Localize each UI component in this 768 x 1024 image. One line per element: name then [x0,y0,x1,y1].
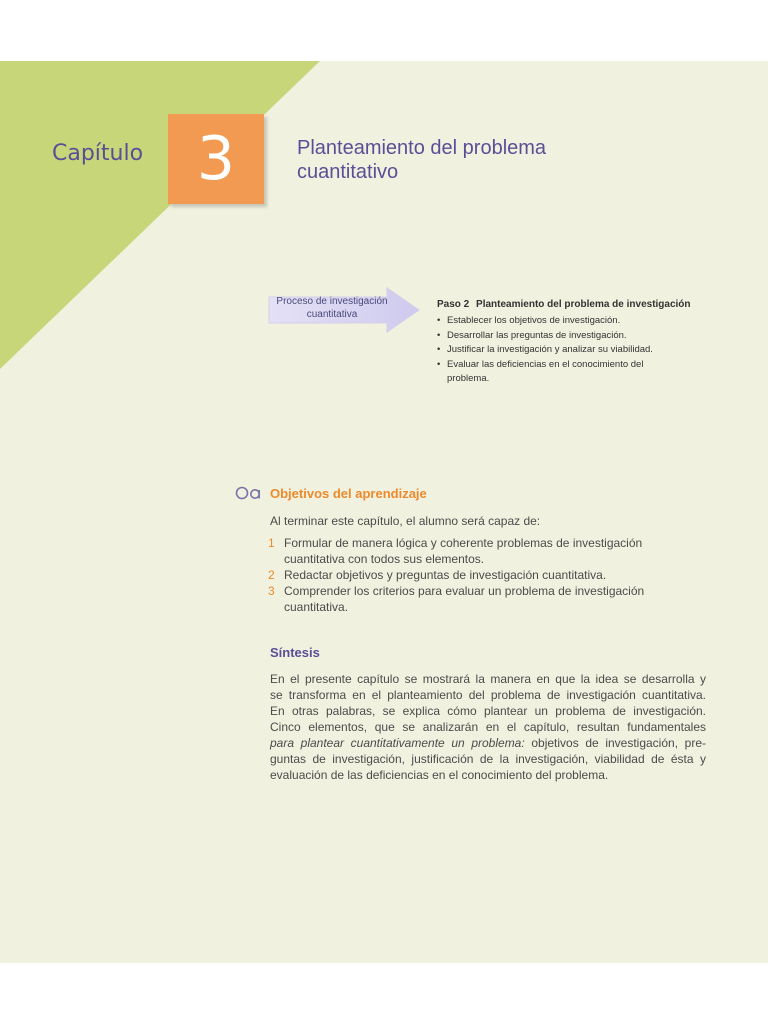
step-item: • Justificar la investigación y analizar su viabilidad. [437,343,717,358]
chapter-title [297,136,697,184]
objective-text: Redactar objetivos y preguntas de investigación cuantitativa. [284,568,607,582]
arrow-label-line2: cuantitativa [306,309,358,320]
chapter-page [0,61,768,963]
arrow-label [267,295,397,321]
chapter-label: Capítulo [52,141,144,166]
chapter-number-box: 3 [168,114,264,204]
synthesis-line: En el presente capítulo se mostrará la manera en que la idea se desarrolla y [270,672,706,686]
objective-text: Formular de manera lógica y coherente problemas de investigación cuantitativa con todos sus elementos. [284,536,643,566]
step-item: • Establecer los objetivos de investigación. [437,314,717,329]
objective-text: Comprender los criterios para evaluar un problema de investigación cuantitativa. [284,584,645,614]
synthesis-line: se transforma en el planteamiento del problema de investigación cuantitativa. [270,688,706,702]
synthesis-heading: Síntesis [270,645,320,660]
chapter-title-line1: Planteamiento del problema [297,137,547,159]
synthesis-line [270,735,706,751]
objective-number: 3 [268,584,275,598]
objective-item [268,583,688,615]
objectives-heading: Objetivos del aprendizaje [270,486,427,501]
chapter-title-line2: cuantitativo [297,161,399,183]
objectives-list [268,535,688,615]
synthesis-body [270,671,706,783]
objective-number: 1 [268,536,275,550]
process-arrow [267,287,425,333]
step-item: • Desarrollar las preguntas de investigación. [437,329,717,344]
arrow-label-line1: Proceso de investigación [276,296,388,307]
synthesis-emphasis: para plantear cuantitativamente un problema: [270,736,525,750]
step-label: Paso 2 [437,299,470,310]
objective-item [268,535,688,567]
objective-number: 2 [268,568,275,582]
synthesis-line: En otras palabras, se explica cómo plantear un problema de investigación. [270,704,706,718]
synthesis-line: guntas de investigación, justificación de la investigación, viabilidad de ésta y [270,752,706,766]
step-box [437,299,717,387]
objectives-icon [235,486,263,500]
step-list [437,314,717,387]
synthesis-line: evaluación de las deficiencias en el conocimiento del problema. [270,768,609,782]
step-item: • Evaluar las deficiencias en el conocimiento del problema. [437,358,662,387]
step-title-text: Planteamiento del problema de investigación [476,299,691,310]
synthesis-line: Cinco elementos, que se analizarán en el capítulo, resultan fundamentales [270,720,706,734]
objectives-intro: Al terminar este capítulo, el alumno será capaz de: [270,514,541,528]
step-title [437,299,717,310]
synthesis-line-rest: objetivos de investigación, pre- [524,736,707,750]
objective-item [268,567,688,583]
